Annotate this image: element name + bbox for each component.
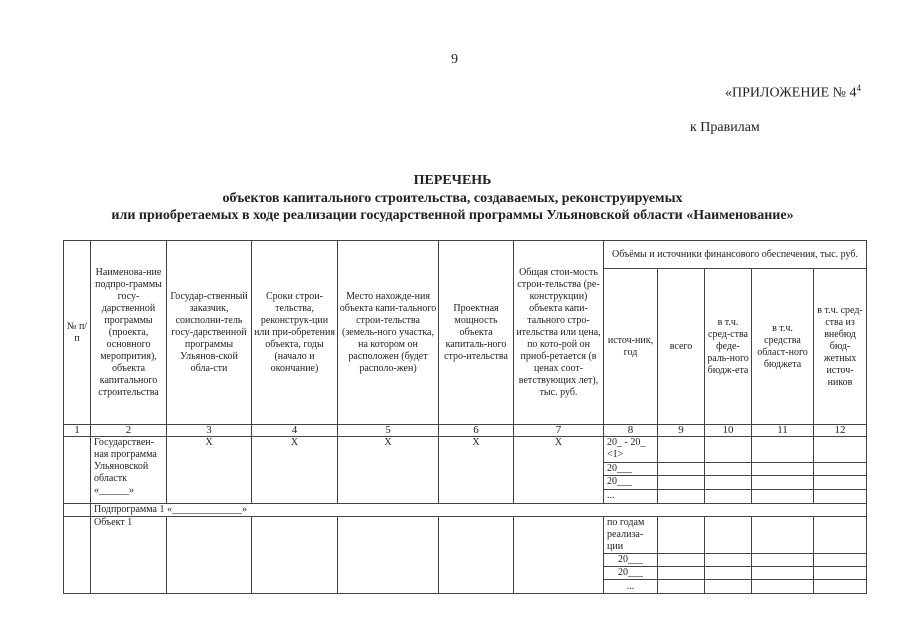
object-name: Объект 1 (91, 517, 167, 594)
table-row (64, 437, 867, 463)
appendix-label (725, 83, 861, 102)
page-number: 9 (451, 52, 458, 67)
year-cell: по годам реализа-ции (604, 517, 658, 554)
column-number: 4 (252, 425, 338, 437)
header-location: Место нахожде-ния объекта капи-тального строи-тельства (земель-ного участка, на котором он расположен (будет располо-жен) (338, 241, 439, 425)
column-number: 3 (167, 425, 252, 437)
title-line-2: объектов капитального строительства, создаваемых, реконструируемых (222, 191, 683, 206)
header-regional: в т.ч. средства област-ного бюджета (752, 269, 814, 425)
column-number: 7 (514, 425, 604, 437)
year-cell: 20___ (604, 554, 658, 567)
column-numbers-row (64, 425, 867, 437)
title-line-3: или приобретаемых в ходе реализации государственной программы Ульяновской области «Наименование» (111, 208, 794, 223)
cell-total-cost: Х (514, 437, 604, 504)
column-number: 9 (658, 425, 705, 437)
column-number: 5 (338, 425, 439, 437)
year-cell: ... (604, 580, 658, 594)
column-number: 6 (439, 425, 514, 437)
column-number: 1 (64, 425, 91, 437)
header-number: № п/п (64, 241, 91, 425)
cell-customer: Х (167, 437, 252, 504)
subprogram-name: Подпрограмма 1 «______________» (91, 504, 867, 517)
column-number: 8 (604, 425, 658, 437)
column-number: 2 (91, 425, 167, 437)
header-name: Наименова-ние подпро-граммы госу-дарственной программы (проекта, основного меропрития), объекта капитального строительства (91, 241, 167, 425)
year-cell: 20___ (604, 476, 658, 490)
header-total-cost: Общая стои-мость строи-тельства (ре-конструкции) объекта капи-тального стро-ительства или цена, по кото-рой он приоб-ретается (в ценах соот-ветствующих лет), тыс. руб. (514, 241, 604, 425)
appendix-superscript: 4 (856, 83, 861, 93)
header-terms: Сроки строи-тельства, реконструк-ции или при-обретения объекта, годы (начало и окончание) (252, 241, 338, 425)
header-federal: в т.ч. сред-ства феде-раль-ного бюдж-ета (705, 269, 752, 425)
header-capacity: Проектная мощность объекта капиталь-ного стро-ительства (439, 241, 514, 425)
column-number: 12 (814, 425, 867, 437)
header-total: всего (658, 269, 705, 425)
rules-label: к Правилам (690, 120, 760, 135)
cell-location: Х (338, 437, 439, 504)
objects-table (63, 240, 867, 594)
cell-capacity: Х (439, 437, 514, 504)
table-row (64, 517, 867, 554)
cell-terms: Х (252, 437, 338, 504)
year-cell: ... (604, 490, 658, 504)
header-source-year: источ-ник, год (604, 269, 658, 425)
year-cell: 20_ - 20_ <1> (604, 437, 658, 463)
program-name: Государствен-ная программа Ульяновской областк «______» (91, 437, 167, 504)
year-cell: 20___ (604, 463, 658, 476)
appendix-text: «ПРИЛОЖЕНИЕ № 4 (725, 85, 857, 101)
column-number: 11 (752, 425, 814, 437)
header-extrabudget: в т.ч. сред-ства из внебюд бюд-жетных источ-ников (814, 269, 867, 425)
header-customer: Государ-ственный заказчик, соисполни-тель госу-дарственной программы Ульянов-ской обла-сти (167, 241, 252, 425)
column-number: 10 (705, 425, 752, 437)
year-cell: 20___ (604, 567, 658, 580)
header-financing-group: Объёмы и источники финансового обеспечения, тыс. руб. (604, 241, 867, 269)
document-title: ПЕРЕЧЕНЬ (413, 173, 492, 188)
table-row (64, 504, 867, 517)
